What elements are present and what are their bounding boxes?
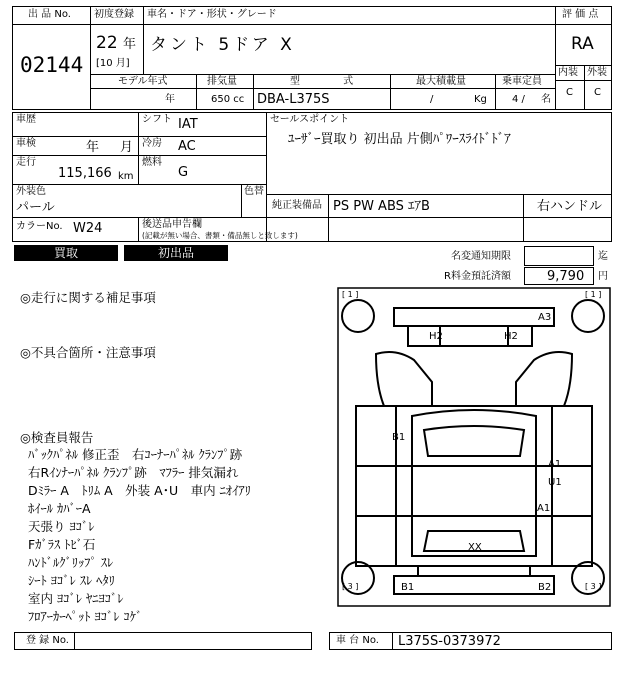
corner-label-tl: [ 1 ]	[342, 290, 359, 299]
equipment-label: 純正装備品	[272, 200, 322, 211]
corner-label-br: [ 3 ]	[585, 582, 602, 591]
lot-no: 02144	[20, 53, 84, 77]
name-change-box	[524, 246, 594, 266]
after-docs-label: 後送品申告欄	[142, 219, 202, 230]
displacement-value: 650 cc	[211, 94, 245, 105]
damage-mark-b1-side: B1	[392, 432, 406, 443]
recycle-value: 9,790	[547, 269, 585, 284]
wheel-front-left	[342, 300, 374, 332]
interior-label: 内装	[558, 67, 578, 78]
car-name-label: 車名・ドア・形状・グレード	[147, 9, 277, 20]
history-label: 車歴	[16, 114, 36, 125]
report-line: ﾌﾛｱｰｶｰﾍﾟｯﾄ ﾖｺﾞﾚ ｺｹﾞ	[28, 609, 143, 624]
sales-point-label: セールスポイント	[270, 114, 350, 125]
color-value: パール	[16, 200, 55, 215]
fuel-value: G	[178, 165, 189, 180]
displacement-label: 排気量	[207, 76, 237, 87]
model-year-unit: 年	[165, 94, 175, 105]
first-reg-month: [10 月]	[96, 58, 130, 69]
grade-label: 評 価 点	[562, 9, 599, 20]
exterior-grade: C	[594, 87, 601, 98]
inspection-year-unit: 年	[86, 140, 100, 155]
inspection-month-unit: 月	[120, 140, 134, 155]
damage-mark-xx: XX	[468, 542, 482, 553]
recycle-label: R料金預託済額	[444, 271, 511, 282]
inspection-label: 車検	[16, 138, 36, 149]
buy-tag: 買取	[14, 245, 118, 261]
equipment-value: PS PW ABS ｴｱB	[333, 199, 430, 214]
max-load-unit: Kg	[474, 94, 487, 105]
shift-value: IAT	[178, 117, 198, 132]
report-line: 天張り ﾖｺﾞﾚ	[28, 519, 95, 534]
corner-label-tr: [ 1 ]	[585, 290, 602, 299]
first-reg-year-unit: 年	[123, 37, 137, 52]
after-docs-note: (記載が無い場合、書類・備品無しと致します)	[142, 231, 298, 240]
report-line: 室内 ﾖｺﾞﾚ ﾔﾆﾖｺﾞﾚ	[28, 591, 124, 606]
shift-label: シフト	[142, 114, 172, 125]
grade-value: RA	[571, 34, 594, 54]
interior-grade: C	[566, 87, 573, 98]
wheel-front-right	[572, 300, 604, 332]
damage-mark-h2-right: H2	[504, 331, 518, 342]
chassis-no: L375S-0373972	[398, 634, 501, 649]
max-load-label: 最大積載量	[416, 76, 466, 87]
damage-mark-b2-bumper: B2	[538, 582, 552, 593]
car-name: タント 5ドア X	[150, 35, 295, 55]
damage-mark-a1-door: A1	[548, 459, 562, 470]
report-line: ﾊﾞｯｸﾊﾟﾈﾙ 修正歪 右ｺｰﾅｰﾊﾟﾈﾙ ｸﾗﾝﾌﾟ跡	[28, 447, 243, 462]
lot-no-label: 出 品 No.	[28, 9, 71, 20]
model-year-label: モデル年式	[118, 76, 168, 87]
capacity-unit: 名	[541, 94, 551, 105]
repaint-label: 色替	[244, 186, 264, 197]
inspector-label: ◎検査員報告	[20, 430, 94, 445]
max-load-sep: /	[430, 94, 434, 105]
color-no-value: W24	[73, 221, 103, 236]
corner-label-bl: [ 3 ]	[342, 582, 359, 591]
capacity-label: 乗車定員	[502, 76, 542, 87]
type-label: 型 式	[290, 76, 354, 87]
ac-value: AC	[178, 139, 196, 154]
ac-label: 冷房	[142, 138, 162, 149]
car-damage-diagram	[336, 286, 612, 608]
defects-label: ◎不具合箇所・注意事項	[20, 345, 156, 360]
name-change-label: 名変通知期限	[451, 251, 511, 262]
reg-no-label: 登 録 No.	[26, 635, 69, 646]
mileage-unit: km	[118, 171, 134, 182]
first-reg-year: 22	[96, 33, 118, 53]
report-line: Fｶﾞﾗｽ ﾄﾋﾞ石	[28, 537, 96, 552]
first-reg-label: 初度登録	[94, 9, 134, 20]
sales-point-value: ﾕｰｻﾞｰ買取り 初出品 片側ﾊﾟﾜｰｽﾗｲﾄﾞﾄﾞｱ	[288, 132, 511, 147]
mileage-value: 115,166	[58, 166, 112, 181]
first-listing-tag: 初出品	[124, 245, 228, 261]
capacity-value: 4 /	[512, 94, 525, 105]
color-label: 外装色	[16, 186, 46, 197]
damage-mark-h2-left: H2	[429, 331, 443, 342]
recycle-unit: 円	[598, 271, 608, 282]
exterior-label: 外装	[587, 67, 607, 78]
handle-value: 右ハンドル	[537, 199, 603, 214]
color-no-label: カラーNo.	[16, 221, 63, 232]
report-line: Dﾐﾗｰ A ﾄﾘﾑ A 外装 A･U 車内 ﾆｵｲｱﾘ	[28, 483, 251, 498]
damage-mark-b1-bumper: B1	[401, 582, 415, 593]
report-line: 右Rｲﾝﾅｰﾊﾟﾈﾙ ｸﾗﾝﾌﾟ跡 ﾏﾌﾗｰ 排気漏れ	[28, 465, 239, 480]
type-value: DBA-L375S	[257, 92, 330, 107]
name-change-unit: 迄	[598, 251, 608, 262]
report-line: ﾎｲｰﾙ ｶﾊﾞｰA	[28, 501, 91, 516]
damage-mark-u1-door: U1	[548, 477, 562, 488]
chassis-label: 車 台 No.	[336, 635, 379, 646]
fuel-label: 燃料	[142, 157, 162, 168]
damage-mark-a1-rear: A1	[537, 503, 551, 514]
supplement-label: ◎走行に関する補足事項	[20, 290, 156, 305]
report-line: ﾊﾝﾄﾞﾙｸﾞﾘｯﾌﾟ ｽﾚ	[28, 555, 114, 570]
report-line: ｼｰﾄ ﾖｺﾞﾚ ｽﾚ ﾍﾀﾘ	[28, 573, 115, 588]
damage-mark-a3: A3	[538, 312, 552, 323]
mileage-label: 走行	[16, 157, 36, 168]
